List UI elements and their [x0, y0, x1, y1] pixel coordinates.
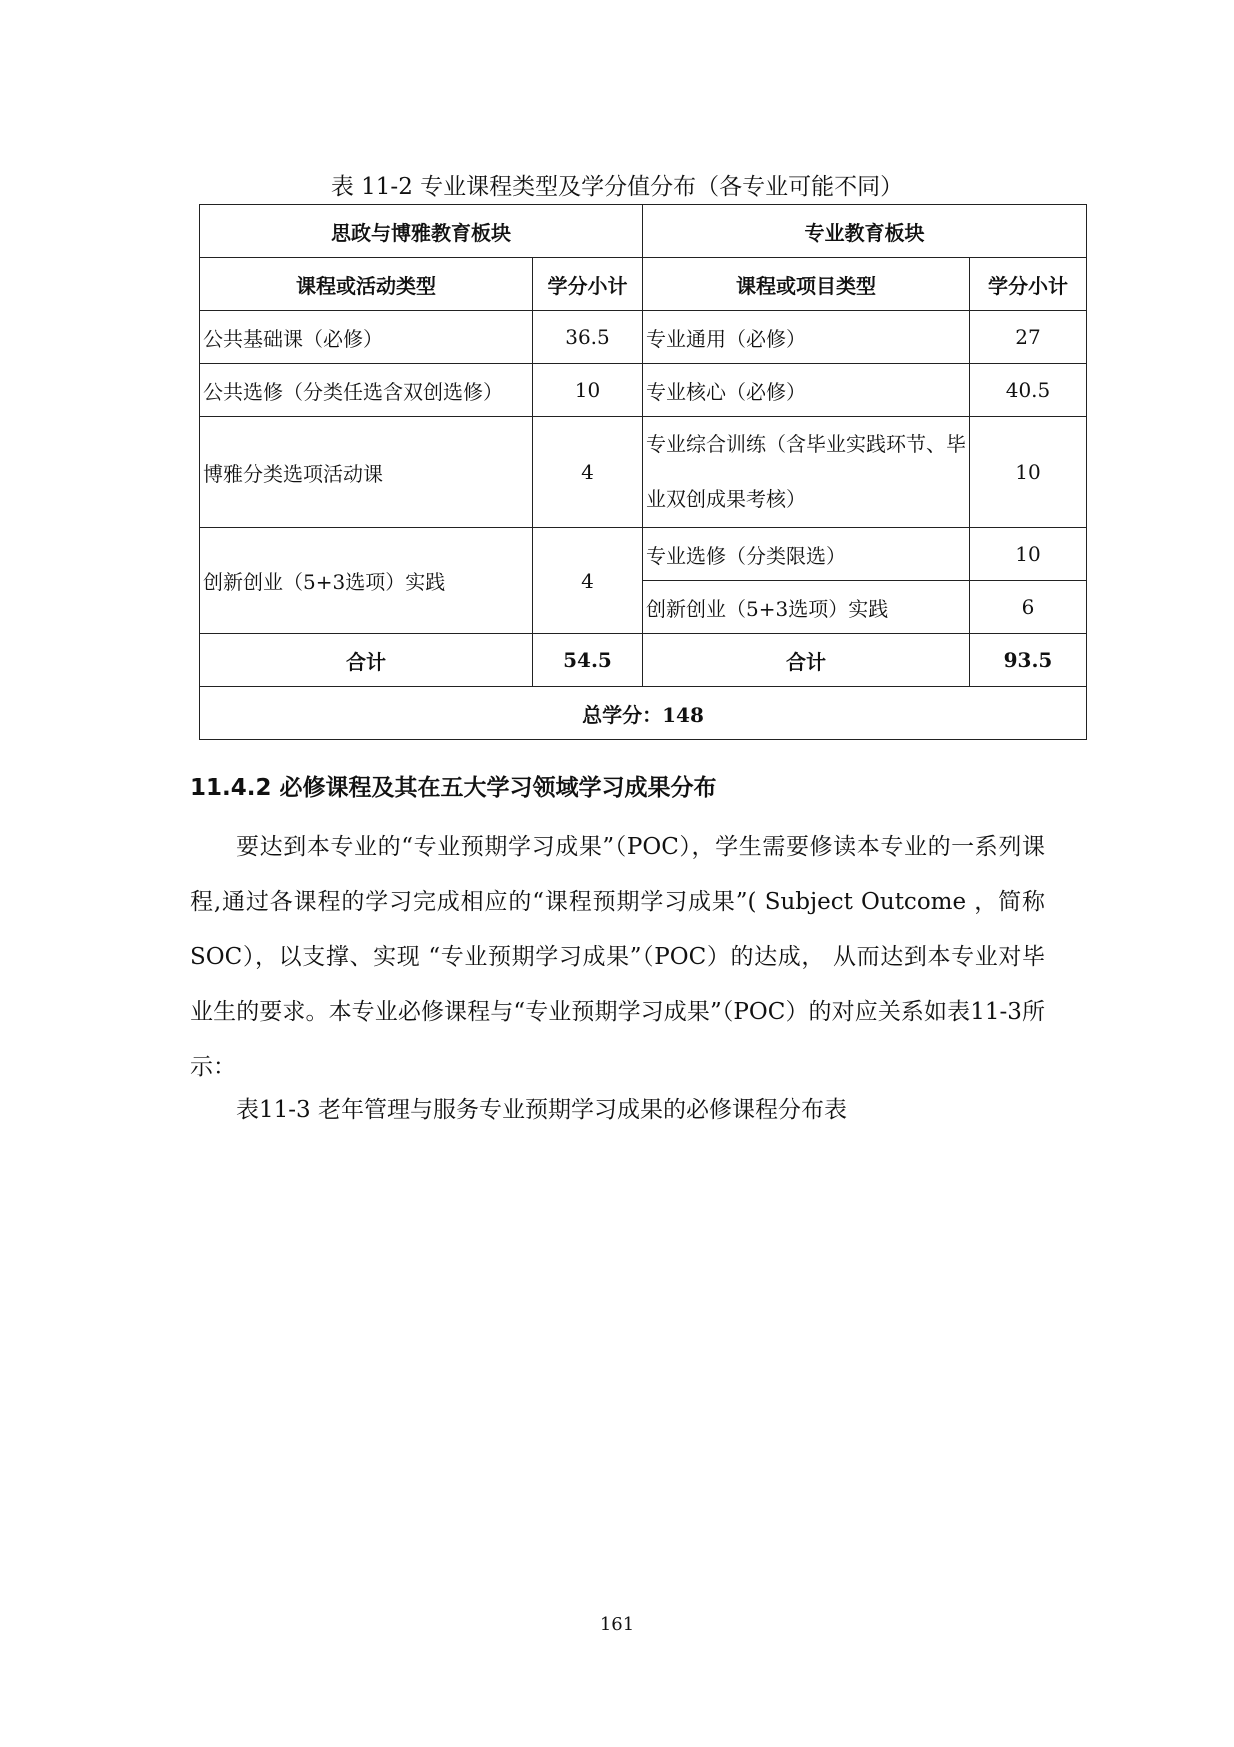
- page-number: 161: [599, 1614, 635, 1635]
- course-type-cell: 专业通用（必修）: [643, 311, 970, 364]
- course-type-cell: 创新创业（5+3选项）实践: [643, 581, 970, 634]
- credit-cell: 4: [533, 528, 643, 634]
- credit-cell: 10: [970, 417, 1087, 528]
- course-type-cell: 博雅分类选项活动课: [200, 417, 533, 528]
- credit-cell: 6: [970, 581, 1087, 634]
- section-heading: 11.4.2 必修课程及其在五大学习领域学习成果分布: [190, 775, 717, 801]
- body-paragraph: 要达到本专业的“专业预期学习成果”（POC），学生需要修读本专业的一系列课程,通过各课程的学习完成相应的“课程预期学习成果”( Subject Outcome ，简称SOC），以支撑、实现 “专业预期学习成果”（POC）的达成， 从而达到本专业对毕业生的要求。本专业必修课程与“专业预期学习成果”（POC）的对应关系如表11-3所示：: [190, 834, 1045, 1080]
- right-block-header: 专业教育板块: [643, 205, 1087, 258]
- table-row: [200, 311, 1087, 364]
- credit-distribution-table: [199, 204, 1087, 740]
- total-row: [200, 634, 1087, 687]
- next-table-caption: 表11-3 老年管理与服务专业预期学习成果的必修课程分布表: [236, 1097, 847, 1123]
- table-row: [200, 528, 1087, 581]
- credit-cell: 40.5: [970, 364, 1087, 417]
- left-type-header: 课程或活动类型: [200, 258, 533, 311]
- grand-total-row: [200, 687, 1087, 740]
- right-total-value: 93.5: [970, 634, 1087, 687]
- credit-cell: 4: [533, 417, 643, 528]
- grand-total: 总学分：148: [200, 687, 1087, 740]
- right-type-header: 课程或项目类型: [643, 258, 970, 311]
- course-type-cell: 公共选修（分类任选含双创选修）: [200, 364, 533, 417]
- column-header-row: [200, 258, 1087, 311]
- credit-cell: 10: [533, 364, 643, 417]
- course-type-cell: 专业综合训练（含毕业实践环节、毕业双创成果考核）: [643, 417, 970, 528]
- course-type-cell: 创新创业（5+3选项）实践: [200, 528, 533, 634]
- left-block-header: 思政与博雅教育板块: [200, 205, 643, 258]
- course-type-cell: 专业选修（分类限选）: [643, 528, 970, 581]
- right-total-label: 合计: [643, 634, 970, 687]
- table-row: [200, 417, 1087, 528]
- left-total-value: 54.5: [533, 634, 643, 687]
- left-total-label: 合计: [200, 634, 533, 687]
- course-type-cell: 专业核心（必修）: [643, 364, 970, 417]
- credit-cell: 36.5: [533, 311, 643, 364]
- table-caption: 表 11-2 专业课程类型及学分值分布（各专业可能不同）: [330, 174, 904, 200]
- left-credit-header: 学分小计: [533, 258, 643, 311]
- table-row: [200, 364, 1087, 417]
- block-header-row: [200, 205, 1087, 258]
- course-type-cell: 公共基础课（必修）: [200, 311, 533, 364]
- credit-cell: 27: [970, 311, 1087, 364]
- right-credit-header: 学分小计: [970, 258, 1087, 311]
- credit-cell: 10: [970, 528, 1087, 581]
